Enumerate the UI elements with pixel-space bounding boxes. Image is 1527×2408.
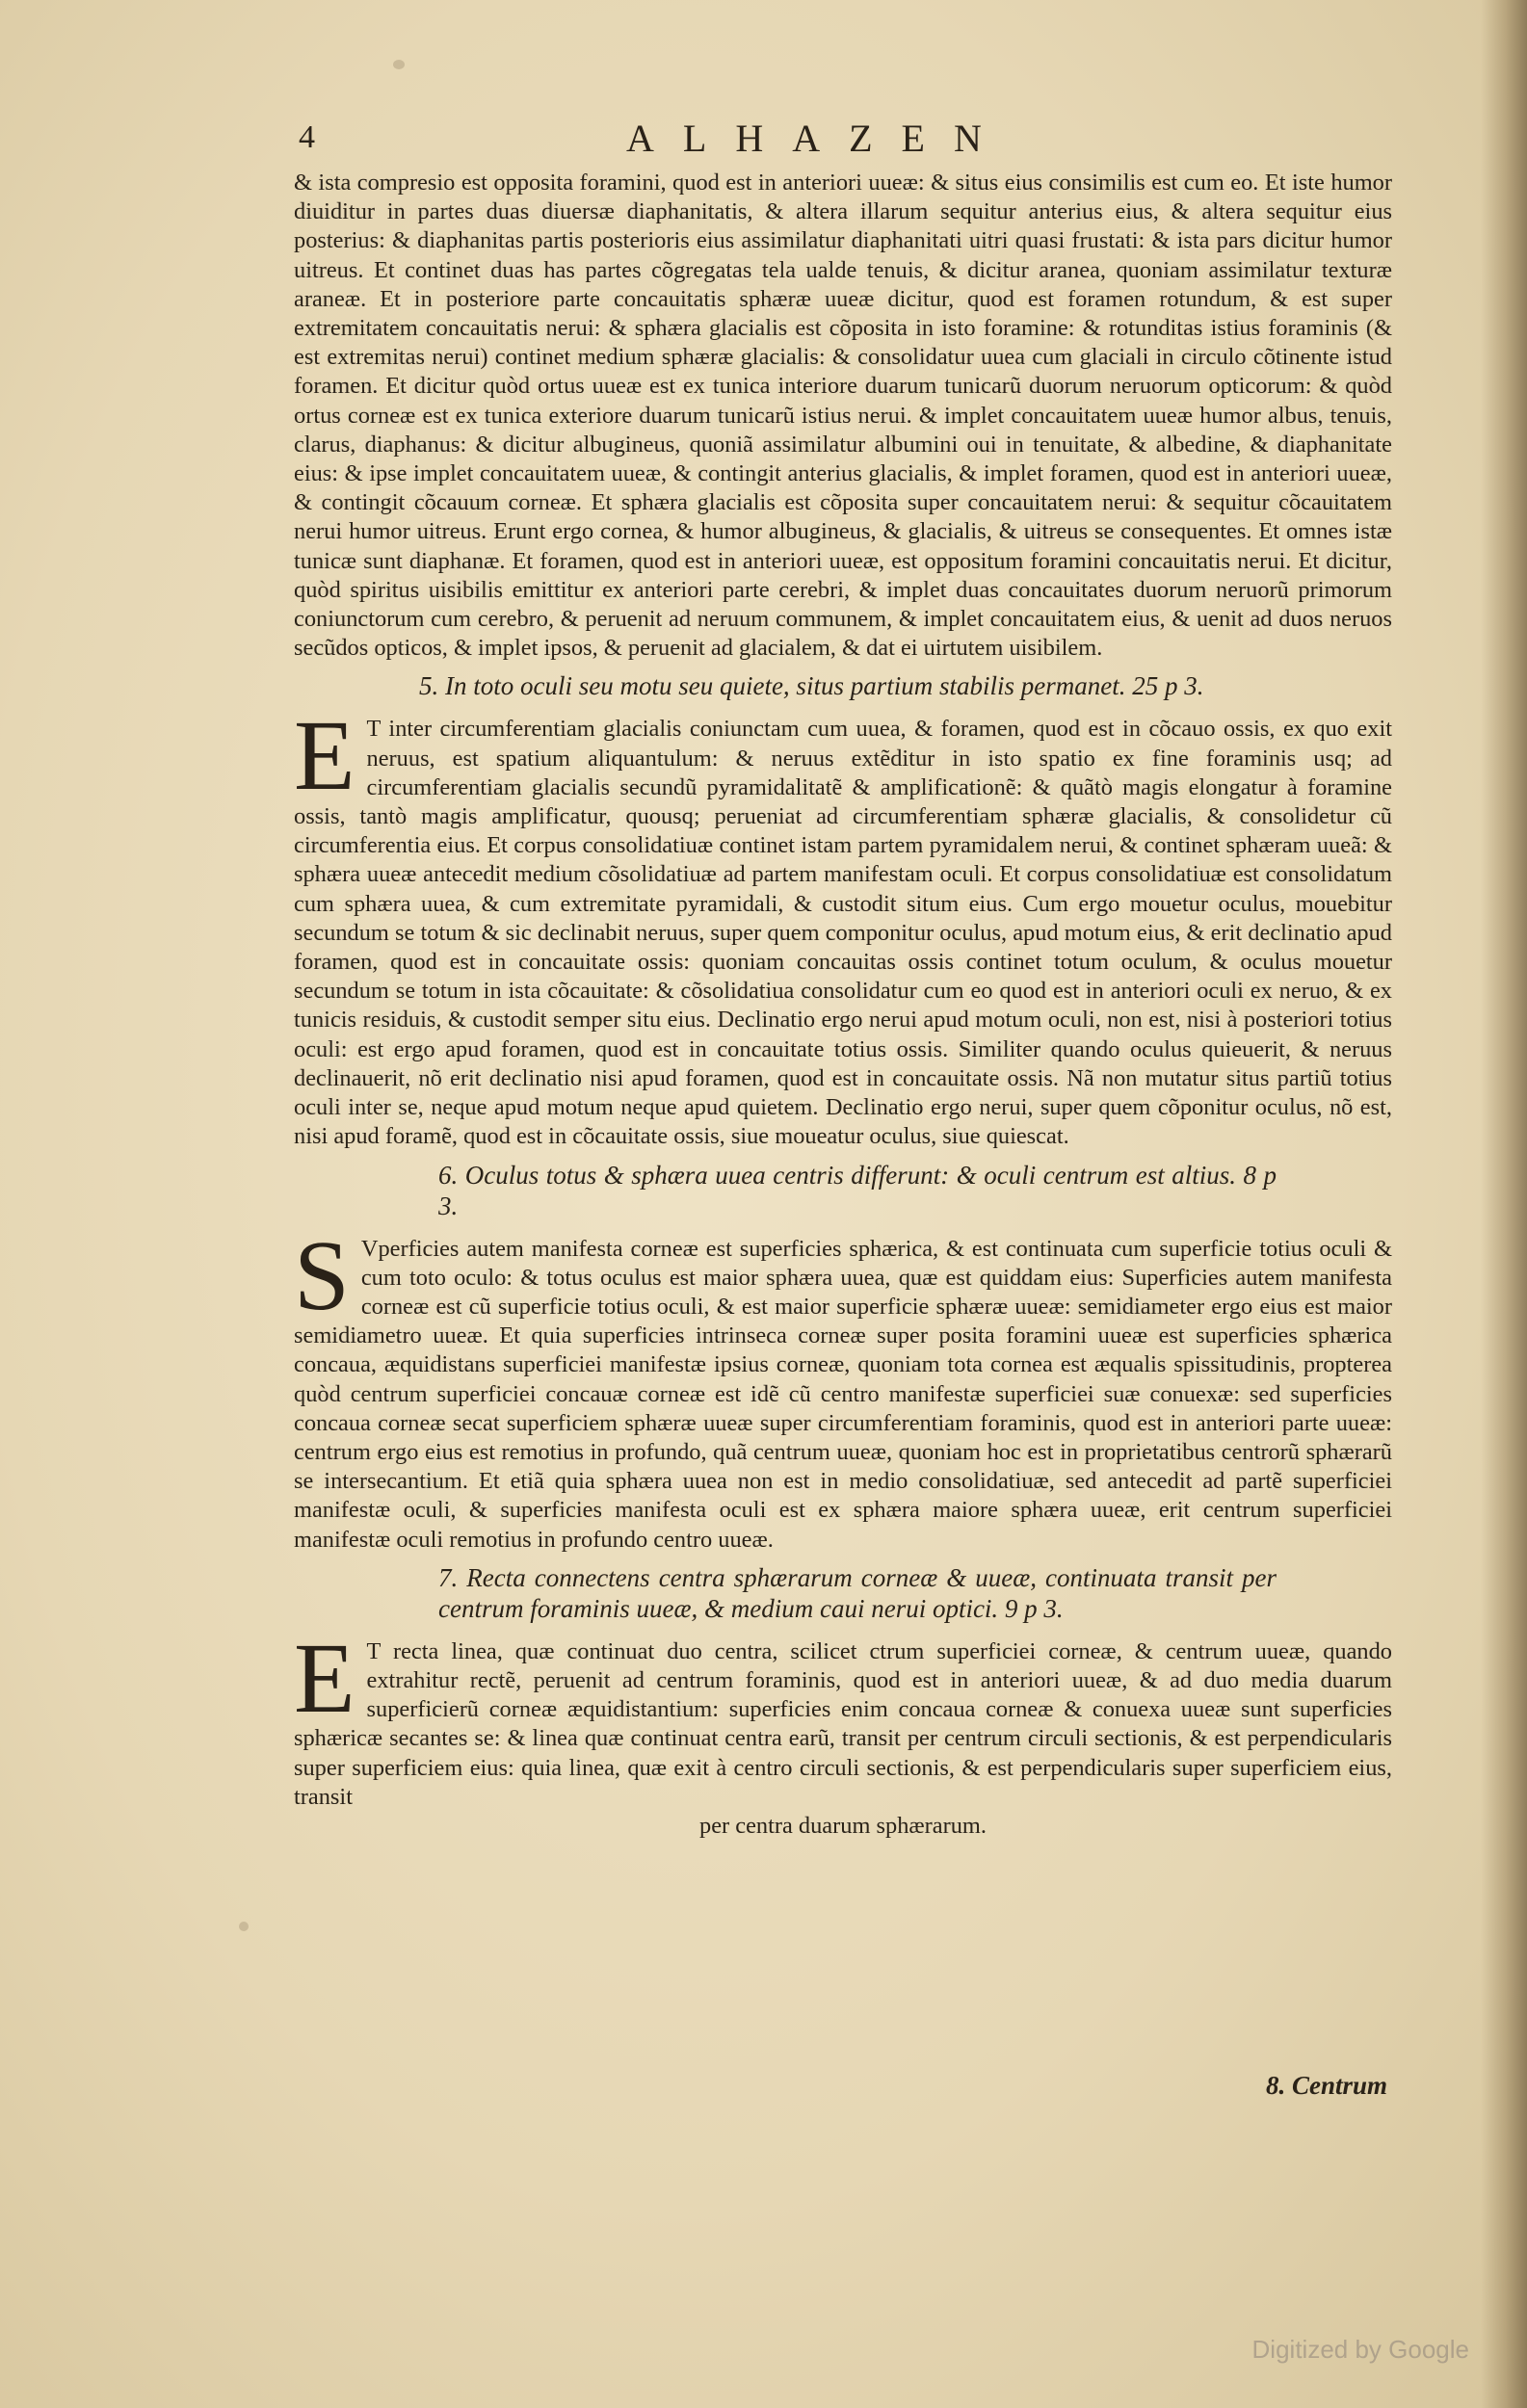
ink-smudge xyxy=(239,1922,249,1931)
paragraph-text: T inter circumferentiam glacialis coniunctam cum uuea, & foramen, quod est in cõcauo ossis, ex quo exit neruus, est spatium aliquantulum: & neruus extẽditur in isto spatio ex fine foraminis usq; ad circumferentiam glacialis secundũ pyramidalitatẽ & amplificationẽ: & quãtò magis elongatur à foramine ossis, tantò magis amplificatur, quousq; perueniat ad circumferentiam sphæræ glacialis, & consolidetur cũ circumferentia eius. Et corpus consolidatiuæ continet istam partem pyramidalem nerui, & continet sphæram uueã: & sphæra uueæ antecedit medium cõsolidatiuæ ad partem manifestam oculi. Et corpus consolidatiuæ est consolidatum cum sphæra uuea, & cum extremitate pyramidali, & custodit situm eius. Cum ergo mouetur oculus, mouebitur secundum se totum & sic declinabit neruus, super quem componitur oculus, apud motum eius, & erit declinatio apud foramen, quod est in concauitate ossis: quoniam concauitas ossis continet totum oculum, & oculus mouetur secundum se totum in ista cõcauitate: & cõsolidatiua consolidatur cum eo quod est in anteriori oculi ex neruo, & ex tunicis residuis, & custodit semper situ eius. Declinatio ergo nerui apud motum oculi, non est, nisi à posteriori totius oculi: est ergo apud foramen, quod est in concauitate totius ossis. Similiter quando oculus quieuerit, & neruus declinauerit, nõ erit declinatio nisi apud foramen, quod est in concauitate ossis. Nã non mutatur situs partiũ totius oculi inter se, neque apud motum neque apud quietem. Declinatio ergo nerui, super quem cõponitur oculus, nõ est, nisi apud foramẽ, quod est in cõcauitate ossis, siue moueatur oculus, siue quiescat. xyxy=(294,716,1392,1150)
paragraph-text: T recta linea, quæ continuat duo centra, scilicet ctrum superficiei corneæ, & centrum uueæ, quando extrahitur rectẽ, peruenit ad centrum foraminis, quod est in anteriori uueæ, & ad duo media duarum superficierũ corneæ æquidistantium: superficies enim concaua corneæ & conuexa uueæ sunt superficies sphæricæ secantes se: & linea quæ continuat centra earũ, transit per centrum circuli sectionis, & est perpendicularis super superficiem eius: quia linea, quæ exit à centro circuli sectionis, & est perpendicularis super superficiem eius, transit xyxy=(294,1637,1392,1810)
page-body xyxy=(294,169,1392,1848)
drop-cap: E xyxy=(294,1622,355,1734)
ink-smudge xyxy=(393,60,405,69)
digitization-watermark: Digitized by Google xyxy=(1251,2335,1469,2364)
running-head: ALHAZEN xyxy=(626,117,1011,160)
section-heading: 7. Recta connectens centra sphærarum corneæ & uueæ, continuata transit per centrum foraminis uueæ, & medium caui nerui optici. 9 p 3. xyxy=(438,1562,1277,1623)
section-heading: 5. In toto oculi seu motu seu quiete, situs partium stabilis permanet. 25 p 3. xyxy=(419,671,1204,701)
paragraph-text: Vperficies autem manifesta corneæ est superficies sphærica, & est continuata cum superficie totius oculi & cum toto oculo: & totus oculus est maior sphæra uuea, quæ est quiddam eius: Superficies autem manifesta corneæ est cũ superficie totius oculi, & est maior superficie sphæræ uueæ: semidiameter ergo eius est maior semidiametro uueæ. Et quia superficies intrinseca corneæ super posita foramini uueæ est superficies sphærica concaua, æquidistans superficiei manifestæ ipsius corneæ, quoniam tota cornea est æqualis spissitudinis, propterea quòd centrum superficiei concauæ corneæ est idẽ cũ centro manifestæ superficiei suæ conuexæ: sed superficies concaua corneæ secat superficiem sphæræ uueæ super circumferentiam foraminis, quod est in anteriori parte uueæ: centrum ergo eius est remotius in profundo, quã centrum uueæ, quoniam hoc est in proprietatibus centrorũ sphærarũ se intersecantium. Et etiã quia sphæra uuea non est in medio consolidatiuæ, sed antecedit ad partẽ superficiei manifestæ oculi, & superficies manifesta oculi est ex sphæra maiore sphæra uueæ, erit centrum superficiei manifestæ oculi remotius in profundo centro uueæ. xyxy=(294,1235,1392,1553)
page-binding-shadow xyxy=(1481,0,1527,2408)
paragraph xyxy=(294,1622,1392,1812)
paragraph xyxy=(294,700,1392,1151)
page-header xyxy=(299,116,1224,173)
paragraph: & ista compresio est opposita foramini, quod est in anteriori uueæ: & situs eius consimilis est cum eo. Et iste humor diuiditur in partes duas diuersæ diaphanitatis, & altera illarum sequitur anterius eius, & altera sequitur eius posterius: & diaphanitas partis posterioris eius assimilatur diaphanitati uitri quasi frustati: & ista pars dicitur humor uitreus. Et continet duas has partes cõgregatas tela ualde tenuis, & dicitur aranea, quoniam assimilatur texturæ araneæ. Et in posteriore parte concauitatis sphæræ uueæ dicitur, quod est foramen rotundum, & est super extremitatem concauitatis nerui: & sphæra glacialis est cõposita in isto foramine: & rotunditas istius foraminis (& est extremitas nerui) continet medium sphæræ glacialis: & consolidatur uuea cum glaciali in circulo cõtinente istud foramen. Et dicitur quòd ortus uueæ est ex tunica interiore duarum tunicarũ duorum neruorum opticorum: & quòd ortus corneæ est ex tunica exteriore duarum tunicarũ istius nerui. & implet concauitatem uueæ humor albus, tenuis, clarus, diaphanus: & dicitur albugineus, quoniã assimilatur albumini oui in tenuitate, & albedine, & diaphanitate eius: & ipse implet concauitatem uueæ, & contingit anterius glacialis, & implet foramen, quod est in anteriori uueæ, & contingit cõcauum corneæ. Et sphæra glacialis est cõposita super concauitatem nerui: & sequitur cõcauitatem nerui humor uitreus. Erunt ergo cornea, & humor albugineus, & glacialis, & uitreus se consequentes. Et omnes istæ tunicæ sunt diaphanæ. Et foramen, quod est in anteriori uueæ, est oppositum foramini concauitatis nerui. Et dicitur, quòd spiritus uisibilis emittitur ex anteriori parte cerebri, & implet duas concauitates duorum neruorũ primorum coniunctorum cum cerebro, & peruenit ad neruum communem, & implet concauitatem eius, & uenit ad duos neruos secũdos opticos, & implet ipsos, & peruenit ad glacialem, & dat ei uirtutem uisibilem. xyxy=(294,170,1392,662)
drop-cap: S xyxy=(294,1219,350,1331)
paragraph xyxy=(294,1219,1392,1555)
drop-cap: E xyxy=(294,700,355,812)
catchword: 8. Centrum xyxy=(1265,2071,1387,2100)
section-heading: 6. Oculus totus & sphæra uuea centris differunt: & oculi centrum est altius. 8 p 3. xyxy=(438,1160,1277,1220)
paragraph-end: per centra duarum sphærarum. xyxy=(699,1812,987,1839)
page-number: 4 xyxy=(299,119,315,155)
